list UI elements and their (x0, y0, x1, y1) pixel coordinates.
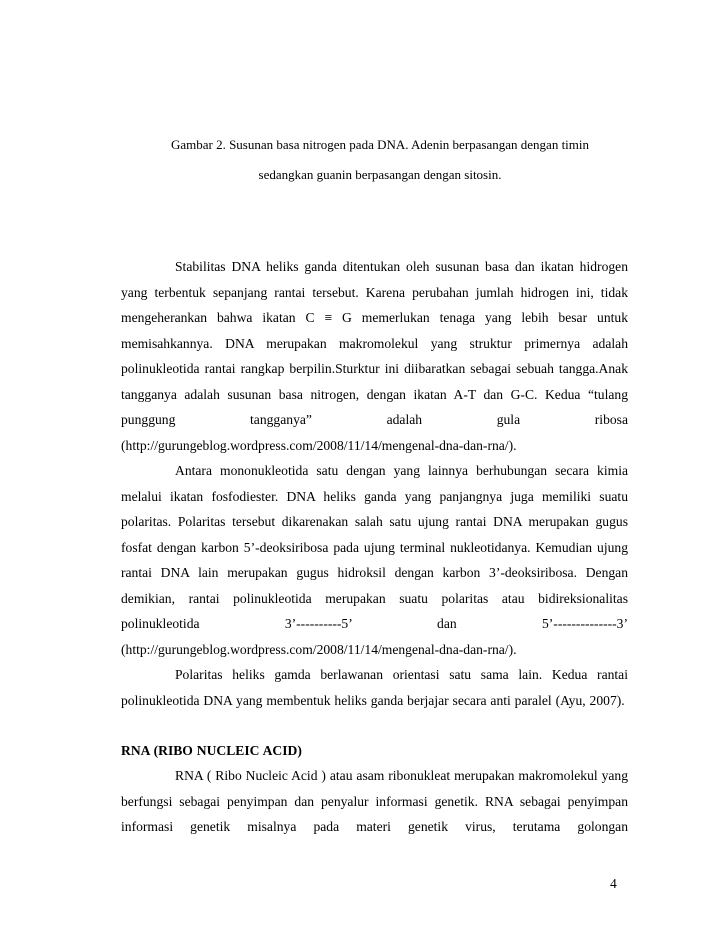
paragraph-rna: RNA ( Ribo Nucleic Acid ) atau asam ribonukleat merupakan makromolekul yang berfungsi sebagai penyimpan dan penyalur informasi genetik. RNA sebagai penyimpan informasi genetik misalnya pada materi genetik virus, terutama golongan (121, 768, 628, 834)
paragraph-helix-orientation: Polaritas heliks gamda berlawanan orientasi satu sama lain. Kedua rantai polinukleotida DNA yang membentuk heliks ganda berjajar secara anti paralel (Ayu, 2007). (121, 667, 628, 708)
paragraph-dna-polarity: Antara mononukleotida satu dengan yang lainnya berhubungan secara kimia melalui ikatan fosfodiester. DNA heliks ganda yang panjangnya juga memiliki suatu polaritas. Polaritas tersebut dikarenakan salah satu ujung rantai DNA merupakan gugus fosfat dengan karbon 5’-deoksiribosa pada ujung terminal nukleotidanya. Kemudian ujung rantai DNA lain merupakan gugus hidroksil dengan karbon 3’-deoksiribosa. Dengan demikian, rantai polinukleotida merupakan suatu polaritas atau bidireksionalitas polinukleotida 3’----------5’ dan 5’--------------3’ (http://gurungeblog.wordpress.com/2008/11/14/mengenal-dna-dan-rna/). (121, 463, 628, 657)
caption-line-2: sedangkan guanin berpasangan dengan sitosin. (258, 167, 502, 182)
figure-caption (120, 130, 640, 190)
section-heading-rna: RNA (RIBO NUCLEIC ACID) (121, 742, 302, 758)
caption-line-1: Gambar 2. Susunan basa nitrogen pada DNA. Adenin berpasangan dengan timin (170, 137, 590, 152)
paragraph-dna-stability: Stabilitas DNA heliks ganda ditentukan oleh susunan basa dan ikatan hidrogen yang terbentuk sepanjang rantai tersebut. Karena perubahan jumlah hidrogen ini, tidak mengeherankan bahwa ikatan C ≡ G memerlukan tenaga yang lebih besar untuk memisahkannya. DNA merupakan makromolekul yang struktur primernya adalah polinukleotida rantai rangkap berpilin.Sturktur ini diibaratkan sebagai sebuah tangga.Anak tangganya adalah susunan basa nitrogen, dengan ikatan A-T dan G-C. Kedua “tulang punggung tangganya” adalah gula ribosa (http://gurungeblog.wordpress.com/2008/11/14/mengenal-dna-dan-rna/). (121, 259, 628, 453)
body-text (121, 254, 628, 840)
page-number: 4 (610, 876, 617, 891)
